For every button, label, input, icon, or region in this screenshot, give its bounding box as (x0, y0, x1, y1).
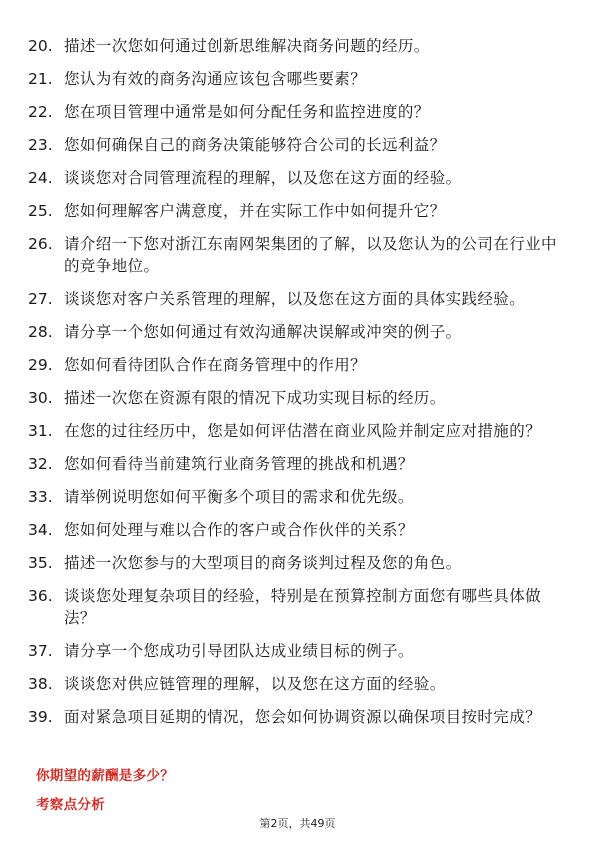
question-number: 20. (28, 37, 53, 55)
question-number: 21. (28, 70, 53, 88)
question-text: 您如何看待团队合作在商务管理中的作用？ (64, 356, 367, 374)
list-item (28, 552, 568, 574)
question-text: 描述一次您如何通过创新思维解决商务问题的经历。 (64, 37, 430, 55)
question-text: 描述一次您在资源有限的情况下成功实现目标的经历。 (64, 389, 446, 407)
list-item (28, 640, 568, 662)
list-item (28, 321, 568, 343)
list-item (28, 387, 568, 409)
question-text: 谈谈您对合同管理流程的理解，以及您在这方面的经验。 (64, 169, 462, 187)
question-text: 请分享一个您如何通过有效沟通解决误解或冲突的例子。 (64, 323, 462, 341)
list-item (28, 706, 568, 728)
question-text: 描述一次您参与的大型项目的商务谈判过程及您的角色。 (64, 554, 462, 572)
list-item (28, 354, 568, 376)
question-number: 35. (28, 554, 53, 572)
question-text: 在您的过往经历中，您是如何评估潜在商业风险并制定应对措施的？ (64, 422, 542, 440)
salary-question-heading: 你期望的薪酬是多少？ (36, 768, 174, 784)
list-item (28, 68, 568, 90)
question-text: 您如何处理与难以合作的客户或合作伙伴的关系？ (64, 521, 414, 539)
question-text: 您认为有效的商务沟通应该包含哪些要素？ (64, 70, 367, 88)
question-number: 26. (28, 235, 53, 253)
question-text: 请分享一个您成功引导团队达成业绩目标的例子。 (64, 642, 414, 660)
question-text: 您如何确保自己的商务决策能够符合公司的长远利益？ (64, 136, 446, 154)
question-number: 33. (28, 488, 53, 506)
list-item (28, 167, 568, 189)
question-text: 请介绍一下您对浙江东南网架集团的了解，以及您认为的公司在行业中的竞争地位。 (64, 235, 557, 275)
question-number: 34. (28, 521, 53, 539)
question-text: 您如何理解客户满意度，并在实际工作中如何提升它？ (64, 202, 446, 220)
list-item (28, 519, 568, 541)
list-item (28, 233, 568, 277)
page-number-footer: 第2页，共49页 (259, 817, 336, 830)
question-number: 30. (28, 389, 53, 407)
list-item (28, 486, 568, 508)
question-number: 39. (28, 708, 53, 726)
question-number: 23. (28, 136, 53, 154)
question-text: 谈谈您对客户关系管理的理解，以及您在这方面的具体实践经验。 (64, 290, 526, 308)
list-item (28, 288, 568, 310)
question-text: 谈谈您对供应链管理的理解，以及您在这方面的经验。 (64, 675, 446, 693)
question-text: 请举例说明您如何平衡多个项目的需求和优先级。 (64, 488, 414, 506)
question-number: 31. (28, 422, 53, 440)
analysis-heading: 考察点分析 (36, 797, 105, 813)
question-text: 您在项目管理中通常是如何分配任务和监控进度的？ (64, 103, 430, 121)
question-text: 您如何看待当前建筑行业商务管理的挑战和机遇？ (64, 455, 414, 473)
list-item (28, 101, 568, 123)
list-item (28, 134, 568, 156)
list-item (28, 585, 568, 629)
question-text: 面对紧急项目延期的情况，您会如何协调资源以确保项目按时完成？ (64, 708, 542, 726)
question-number: 36. (28, 587, 53, 605)
question-number: 37. (28, 642, 53, 660)
question-number: 38. (28, 675, 53, 693)
question-number: 22. (28, 103, 53, 121)
list-item (28, 35, 568, 57)
question-number: 28. (28, 323, 53, 341)
list-item (28, 420, 568, 442)
question-number: 32. (28, 455, 53, 473)
question-list (28, 35, 568, 739)
list-item (28, 200, 568, 222)
list-item (28, 453, 568, 475)
question-number: 25. (28, 202, 53, 220)
list-item (28, 673, 568, 695)
question-number: 29. (28, 356, 53, 374)
question-text: 谈谈您处理复杂项目的经验，特别是在预算控制方面您有哪些具体做法？ (64, 587, 542, 627)
question-number: 27. (28, 290, 53, 308)
question-number: 24. (28, 169, 53, 187)
